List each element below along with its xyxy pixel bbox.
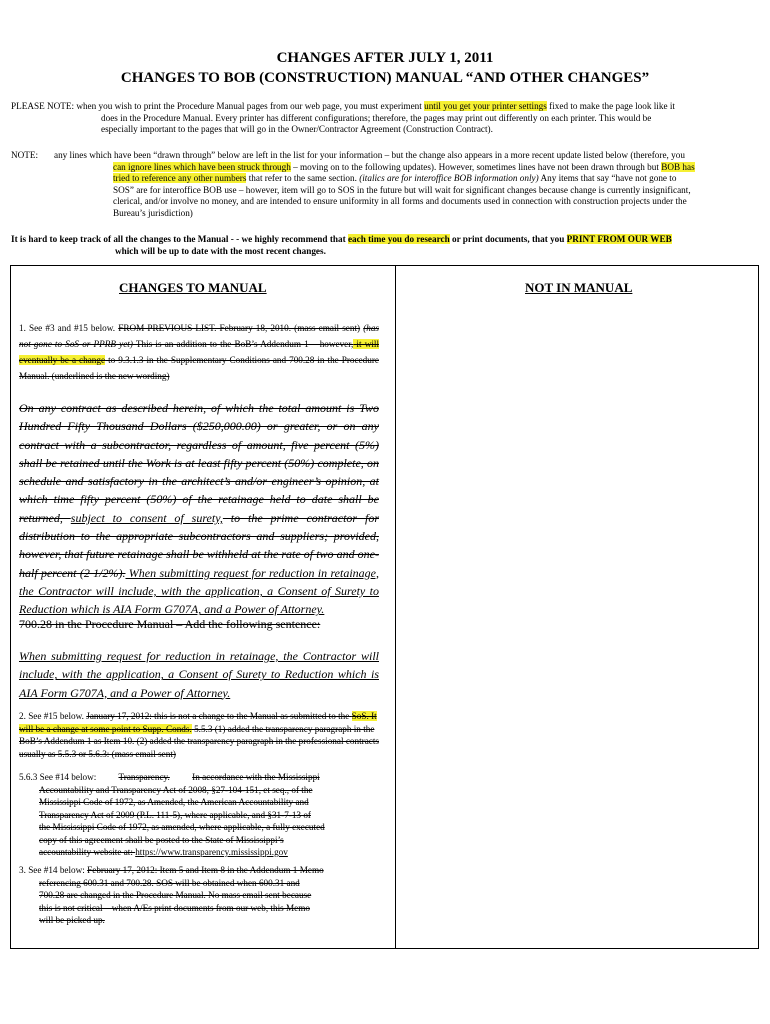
item2-highlight: SoS. It will be a change at some point to Supp. Conds. (19, 711, 377, 734)
retainage-rest: to the prime contractor for distribution to the appropriate subcontractors and suppliers; provided, however, that future retainage shall be withheld at the rate of two and one-half percent (2 1/2%). (19, 510, 379, 580)
changes-table (10, 265, 759, 949)
note-paragraph (11, 150, 757, 220)
item563-e: Mississippi Code of 1972, as Amended, the American Accountability and (39, 797, 309, 807)
highlight-print-from-web: PRINT FROM OUR WEB (566, 234, 672, 244)
item-2 (19, 710, 379, 760)
retainage-last: When submitting request for reduction in retainage, the Contractor will include, with the application, a Consent of Surety to Reduction which is AIA Form G707A, and a Power of Attorney. (19, 565, 379, 617)
item563-i: accountability website at: (39, 847, 136, 857)
note-label: NOTE: (11, 150, 39, 160)
item-3 (19, 864, 379, 927)
item3-b: February 17, 2012: Item 5 and Item 8 in the Addendum 1 Memo (87, 865, 324, 875)
item1-addition: This is an addition to the BoB’s Addendum 1 – however, (132, 339, 354, 349)
note-line1: any lines which have been “drawn through” below are left in the list for your information – but the change also appears in a more recent update listed below (therefore, you (54, 150, 685, 160)
item3-e: this is not critical – when A/Es print documents from our web, this Memo (39, 902, 310, 913)
retainage-underlined: subject to consent of surety, (70, 510, 223, 525)
item563-c: In accordance with the Mississippi (192, 772, 320, 782)
item2-date: January 17, 2012: this is not a change to the Manual as submitted to the (86, 711, 352, 721)
retainage-paragraph (19, 399, 379, 619)
item563-heading: Transparency. (118, 772, 170, 782)
item1-not-gone: (has not gone to SoS or PPRB yet) (19, 323, 380, 349)
retainage-sentence: When submitting request for reduction in retainage, the Contractor will include, with the application, a Consent of Surety to Reduction which is AIA Form G707A, and a Power of Attorney. (19, 649, 379, 700)
page-subtitle: CHANGES TO BOB (CONSTRUCTION) MANUAL “AND OTHER CHANGES” (120, 70, 650, 86)
item1-rest: to 9.3.1.3 in the Supplementary Conditions and 700.28 in the Procedure Manual. (underlined is the new wording) (19, 355, 380, 381)
recommend-line2: which will be up to date with the most recent changes. (115, 246, 326, 256)
not-in-manual-heading: NOT IN MANUAL (525, 280, 633, 295)
item3-number: 3. See #14 below: (19, 865, 88, 875)
item-1 (19, 320, 379, 384)
note-line3-end: Any items that say “have not gone to (538, 173, 677, 184)
highlight-each-time: each time you do research (347, 234, 450, 244)
highlight-bob-has: BOB has (661, 161, 695, 172)
recommend-mid: or print documents, that you (449, 234, 565, 244)
procedure-700-28: 700.28 in the Procedure Manual – Add the following sentence: (19, 617, 321, 631)
item1-highlight: it will eventually be a change (19, 339, 379, 365)
retainage-text: On any contract as described herein, of which the total amount is Two Hundred Fifty Thousand Dollars ($250,000.00) or greater, or on any contract with a subcontractor, regardless of amount, five percent (5%) shall be retained until the Work is at least fifty percent (50%) complete, on schedule and satisfactory in the architect’s and/or engineer’s opinion, at which time fifty percent (50%) of the retainage held to date shall be returned, (19, 401, 379, 525)
please-note-text-2: fixed to make the page look like it (549, 101, 675, 111)
item3-f: will be picked up. (39, 915, 105, 925)
transparency-link[interactable]: https://www.transparency.mississippi.gov (135, 847, 288, 857)
item563-d: Accountability and Transparency Act of 2008, §27-104-151, et seq., of the (39, 784, 313, 795)
item2-rest: 5.5.3 (1) added the transparency paragraph in the BoB’s Addendum 1 as Item 10. (2) added the transparency paragraph in the professional contracts usually as 5.5.3 or 5.6.3: (mass email sent) (19, 723, 379, 759)
please-note-paragraph (11, 101, 757, 136)
highlight-reference-numbers: tried to reference any other numbers (113, 173, 247, 184)
item563-g: the Mississippi Code of 1972, as amended, where applicable, a fully executed (39, 822, 325, 832)
item563-number: 5.6.3 See #14 below: (19, 772, 97, 782)
item563-h: copy of this agreement shall be posted to the State of Mississippi’s (39, 834, 284, 845)
item3-d: 700.28 are changed in the Procedure Manual. No mass email sent because (39, 890, 312, 900)
note-line6: Bureau’s jurisdiction) (113, 207, 193, 218)
note-italic-text: (italics are for interoffice BOB information only) (359, 173, 539, 184)
highlight-printer-settings: until you get your printer settings (424, 101, 547, 111)
item2-number: 2. See #15 below. (19, 711, 87, 721)
item1-number: 1. See #3 and #15 below. (19, 323, 116, 333)
item-5-6-3 (19, 771, 379, 859)
item563-f: Transparency Act of 2009 (P.L. 111-5), where applicable, and §31-7-13 of (39, 809, 311, 820)
recommend-text: It is hard to keep track of all the changes to the Manual - - we highly recommend that (11, 234, 346, 244)
item1-previous-list: FROM PREVIOUS LIST. February 18, 2010. (mass email sent) (118, 323, 361, 333)
recommendation-paragraph (11, 233, 761, 257)
please-note-line2: does in the Procedure Manual. Every printer has different configurations; therefore, the pages may print out differently on each printer. This would be (101, 112, 652, 123)
note-line5: clerical, and/or involve no money, and are intended to ensure uniformity in all forms and documents used in connection with construction projects under the (113, 196, 687, 207)
column-divider (395, 266, 396, 948)
page-title: CHANGES AFTER JULY 1, 2011 (276, 50, 494, 66)
highlight-struck-lines: can ignore lines which have been struck through (113, 161, 291, 172)
item3-c: referencing 600.31 and 700.28. SOS will be obtained when 600.31 and (39, 877, 300, 888)
please-note-line3: especially important to the pages that will go in the Owner/Contractor Agreement (Construction Contract). (101, 124, 493, 135)
note-line4: SOS” are for interoffice BOB use – however, item will go to SOS in the future but will wait for significant changes because change is currently insignificant, (113, 184, 691, 195)
changes-to-manual-heading: CHANGES TO MANUAL (119, 280, 267, 295)
note-line2: – moving on to the following updates). However, sometimes lines have not been drawn through but (290, 161, 659, 172)
please-note-text: PLEASE NOTE: when you wish to print the Procedure Manual pages from our web page, you must experiment (11, 101, 422, 111)
note-line3: that refer to the same section. (246, 173, 357, 184)
